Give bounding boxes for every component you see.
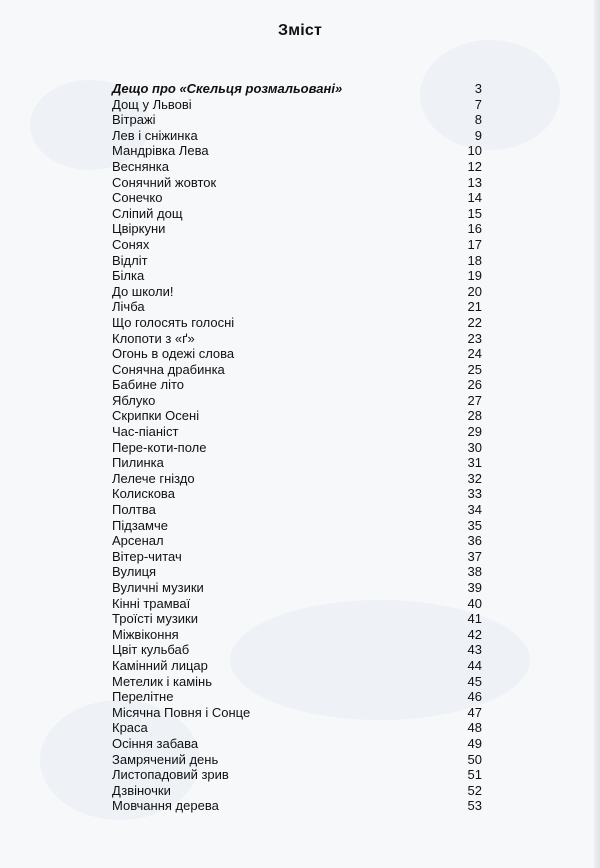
toc-page-number: 27 (467, 392, 482, 408)
toc-entry[interactable] (112, 175, 482, 191)
toc-page-number: 29 (467, 424, 482, 440)
toc-entry-title: Вуличні музики (112, 580, 204, 595)
toc-entry-title: Вулиця (112, 564, 157, 580)
toc-page-number: 20 (467, 283, 482, 299)
toc-entry-title: Вітер-читач (112, 548, 182, 564)
toc-entry-title: Лічба (112, 299, 145, 315)
toc-entry-title: Пилинка (112, 455, 164, 471)
toc-entry[interactable] (112, 674, 482, 690)
toc-page-number: 8 (474, 112, 482, 128)
toc-page-number: 26 (467, 377, 482, 393)
toc-entry[interactable] (112, 362, 482, 378)
toc-entry-title: Сонячний жовток (112, 174, 217, 190)
toc-entry-title: Що голосять голосні (112, 314, 235, 330)
toc-entry-title: Цвіт кульбаб (112, 642, 190, 658)
toc-entry-title: Кінні трамваї (112, 595, 191, 611)
toc-entry-title: Мандрівка Лева (112, 143, 209, 159)
toc-entry-title: Лев і сніжинка (112, 127, 198, 143)
toc-page-number: 42 (467, 626, 482, 642)
toc-entry[interactable] (112, 237, 482, 253)
toc-page-number: 15 (467, 205, 482, 221)
toc-entry[interactable] (112, 268, 482, 284)
toc-page-number: 21 (467, 299, 482, 315)
toc-page-number: 46 (467, 689, 482, 705)
toc-entry[interactable] (112, 206, 482, 222)
toc-page-number: 52 (467, 782, 482, 798)
toc-entry-title: Арсенал (112, 533, 164, 549)
toc-page-number: 49 (467, 735, 482, 751)
toc-page-number: 45 (467, 673, 482, 689)
toc-entry-title: Перелітне (112, 689, 174, 705)
toc-entry[interactable] (112, 549, 482, 565)
toc-entry[interactable] (112, 564, 482, 580)
toc-entry-title: Метелик і камінь (112, 673, 213, 689)
toc-entry-title: До школи! (112, 283, 174, 299)
toc-entry[interactable] (112, 253, 482, 269)
toc-entry[interactable] (112, 705, 482, 721)
toc-entry[interactable] (112, 658, 482, 674)
toc-page-number: 43 (467, 642, 482, 658)
toc-entry-title: Відліт (112, 252, 148, 268)
toc-entry-title: Листопадовий зрив (112, 767, 229, 783)
toc-entry[interactable] (112, 346, 482, 362)
toc-page-number: 10 (467, 143, 482, 159)
toc-entry[interactable] (112, 284, 482, 300)
toc-entry-title: Підзамче (112, 517, 168, 533)
toc-page-number: 31 (467, 455, 482, 471)
toc-entry[interactable] (112, 81, 482, 97)
toc-entry-title: Пере-коти-поле (112, 439, 207, 455)
toc-page-number: 37 (467, 548, 482, 564)
toc-entry[interactable] (112, 408, 482, 424)
toc-entry-title: Місячна Повня і Сонце (112, 704, 251, 720)
toc-page-number: 3 (474, 81, 482, 96)
toc-entry-title: Полтва (112, 502, 156, 518)
toc-page-number: 12 (467, 158, 482, 174)
toc-page-number: 30 (467, 439, 482, 455)
toc-page-number: 34 (467, 502, 482, 518)
toc-entry-title: Яблуко (112, 392, 156, 408)
toc-entry-title: Дещо про «Скельця розмальовані» (112, 81, 343, 96)
toc-page-number: 50 (467, 751, 482, 767)
toc-page-number: 14 (467, 190, 482, 206)
toc-page-number: 13 (467, 174, 482, 190)
toc-entry[interactable] (112, 783, 482, 799)
toc-entry[interactable] (112, 128, 482, 144)
toc-page-number: 25 (467, 361, 482, 377)
toc-entry[interactable] (112, 611, 482, 627)
toc-page-number: 16 (467, 221, 482, 237)
toc-page-number: 36 (467, 533, 482, 549)
toc-page-number: 33 (467, 486, 482, 502)
toc-entry[interactable] (112, 627, 482, 643)
toc-entry[interactable] (112, 159, 482, 175)
toc-page-number: 24 (467, 346, 482, 362)
toc-entry[interactable] (112, 736, 482, 752)
toc-entry[interactable] (112, 315, 482, 331)
toc-entry-title: Клопоти з «ґ» (112, 330, 195, 346)
toc-entry[interactable] (112, 798, 482, 814)
toc-entry-title: Огонь в одежі слова (112, 346, 235, 362)
toc-entry[interactable] (112, 143, 482, 159)
toc-entry[interactable] (112, 424, 482, 440)
toc-entry-title: Міжвіконня (112, 626, 179, 642)
toc-entry-title: Цвіркуни (112, 221, 166, 237)
toc-page-number: 35 (467, 517, 482, 533)
toc-page-number: 51 (467, 767, 482, 783)
toc-entry[interactable] (112, 580, 482, 596)
toc-entry-title: Вітражі (112, 112, 156, 128)
toc-entry[interactable] (112, 486, 482, 502)
toc-entry[interactable] (112, 221, 482, 237)
toc-entry[interactable] (112, 331, 482, 347)
toc-page-number: 39 (467, 580, 482, 595)
toc-entry-title: Дзвіночки (112, 782, 171, 798)
toc-entry[interactable] (112, 299, 482, 315)
toc-entry-title: Бабине літо (112, 377, 185, 393)
toc-entry-title: Сонячна драбинка (112, 361, 225, 377)
toc-page-number: 53 (467, 798, 482, 814)
toc-entry[interactable] (112, 502, 482, 518)
toc-entry-title: Колискова (112, 486, 175, 502)
toc-entry[interactable] (112, 393, 482, 409)
table-of-contents (112, 81, 482, 814)
toc-entry[interactable] (112, 767, 482, 783)
toc-page-number: 28 (467, 408, 482, 424)
toc-page-number: 48 (467, 720, 482, 736)
toc-entry-title: Осіння забава (112, 735, 199, 751)
toc-entry-title: Веснянка (112, 158, 170, 174)
toc-entry[interactable] (112, 190, 482, 206)
toc-entry-title: Дощ у Львові (112, 96, 192, 112)
toc-entry[interactable] (112, 642, 482, 658)
toc-page-number: 19 (467, 268, 482, 284)
toc-entry[interactable] (112, 471, 482, 487)
toc-entry-title: Білка (112, 268, 145, 284)
toc-page-number: 9 (474, 127, 482, 143)
toc-entry[interactable] (112, 455, 482, 471)
toc-entry[interactable] (112, 440, 482, 456)
toc-page-number: 7 (474, 96, 482, 112)
toc-entry[interactable] (112, 377, 482, 393)
toc-entry-title: Час-піаніст (112, 424, 179, 440)
toc-page-number: 44 (467, 657, 482, 673)
toc-page-number: 22 (467, 314, 482, 330)
toc-entry-title: Камінний лицар (112, 657, 208, 673)
toc-entry[interactable] (112, 518, 482, 534)
toc-page-number: 32 (467, 470, 482, 486)
toc-entry-title: Троїсті музики (112, 611, 198, 627)
toc-entry-title: Сонечко (112, 190, 163, 206)
toc-entry[interactable] (112, 689, 482, 705)
toc-entry-title: Мовчання дерева (112, 798, 219, 814)
toc-entry-title: Сліпий дощ (112, 205, 183, 221)
page-title: Зміст (277, 22, 323, 39)
page-edge (594, 0, 600, 868)
toc-entry[interactable] (112, 720, 482, 736)
toc-page-number: 23 (467, 330, 482, 346)
toc-entry-title: Краса (112, 720, 148, 736)
toc-page-number: 41 (467, 611, 482, 627)
toc-entry[interactable] (112, 533, 482, 549)
toc-entry[interactable] (112, 596, 482, 612)
toc-entry[interactable] (112, 97, 482, 113)
toc-entry[interactable] (112, 752, 482, 768)
toc-entry-title: Скрипки Осені (112, 408, 200, 424)
toc-page-number: 38 (467, 564, 482, 580)
toc-entry-title: Лелече гніздо (112, 470, 195, 486)
toc-page-number: 47 (467, 704, 482, 720)
toc-entry-title: Сонях (112, 236, 150, 252)
toc-entry[interactable] (112, 112, 482, 128)
toc-entry-title: Замрячений день (112, 751, 219, 767)
toc-page-number: 40 (467, 595, 482, 611)
toc-page-number: 18 (467, 252, 482, 268)
toc-page-number: 17 (467, 236, 482, 252)
